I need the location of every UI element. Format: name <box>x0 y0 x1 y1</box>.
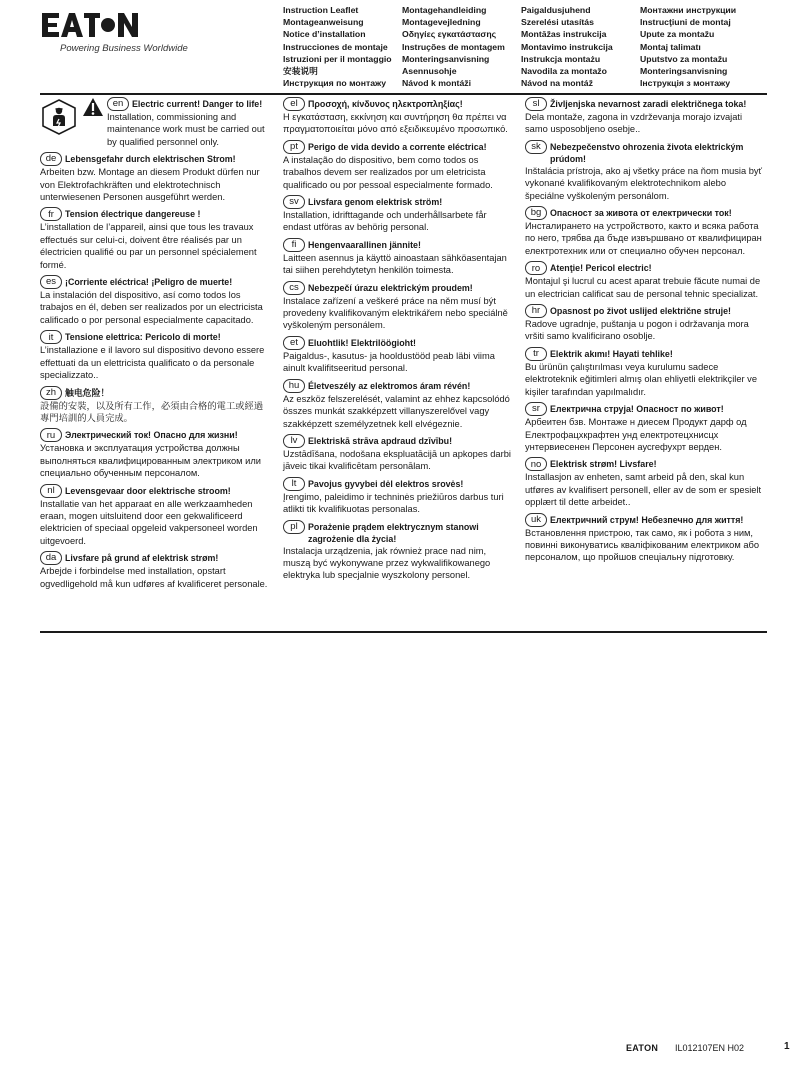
header-title-line: Notice d’installation <box>283 29 366 40</box>
page-number: 1 <box>784 1041 790 1052</box>
header-title-line: 安装说明 <box>283 66 318 77</box>
header-title-line: Istruzioni per il montaggio <box>283 53 392 64</box>
header-title-line: Navodila za montažo <box>521 66 607 77</box>
language-code-badge: pl <box>283 520 305 534</box>
language-code-badge: fi <box>283 238 305 252</box>
warning-section-es <box>40 274 272 326</box>
header-title-line: Монтажни инструкции <box>640 5 737 15</box>
section-header <box>40 329 272 344</box>
language-code-badge: ru <box>40 428 62 442</box>
qualified-electrician-icon <box>40 99 78 135</box>
warning-title: Livsfara genom elektrisk ström! <box>308 197 443 208</box>
section-header <box>283 378 516 393</box>
section-header <box>283 476 516 491</box>
header-title-line: Návod na montáž <box>521 78 593 89</box>
section-header <box>283 335 516 350</box>
section-header <box>40 274 272 289</box>
section-header <box>525 205 767 220</box>
language-code-badge: uk <box>525 513 547 527</box>
warning-title: ¡Corriente eléctrica! ¡Peligro de muerte! <box>65 277 233 288</box>
section-header <box>283 96 516 111</box>
warning-section-ru <box>40 427 272 479</box>
language-code-badge: tr <box>525 347 547 361</box>
language-code-badge: nl <box>40 484 62 498</box>
warning-text: Installasjon av enheten, samt arbeid på den, skal kun utføres av kvalifisert personell, eller av de som er spesielt opplært til dette arbeidet.. <box>525 472 762 508</box>
warning-title: Nebezpečí úrazu elektrickým proudem! <box>308 282 473 293</box>
header-column-3 <box>521 4 636 89</box>
warning-section-pt <box>283 139 516 191</box>
header-title-line: Instrukcja montażu <box>521 53 601 64</box>
warning-title: Elektrisk strøm! Livsfare! <box>550 459 657 470</box>
section-header <box>525 512 767 527</box>
warning-title: Hengenvaarallinen jännite! <box>308 239 421 250</box>
warning-title: Nebezpečenstvo ohrozenia života elektrickým prúdom! <box>550 141 744 164</box>
warning-text: Арбеитен бзв. Монтаже н диесем Продукт дарф од Електрофацхкрафтен унд електротецхнисцх унтервиесенен Персонен аусгефухрт верден. <box>525 417 747 452</box>
section-header <box>525 139 767 165</box>
warning-title: Tension électrique dangereuse ! <box>65 209 201 220</box>
language-code-badge: el <box>283 97 305 111</box>
language-code-badge: lt <box>283 477 305 491</box>
language-code-badge: no <box>525 457 547 471</box>
warning-text: 設備的安裝，以及所有工作，必須由合格的電工或經過專門培訓的人員完成。 <box>40 400 264 423</box>
section-header <box>283 280 516 295</box>
warning-text: Инсталирането на устройството, както и всяка работа по него, трябва да бъде извършвано от квалифициран електротехник или от специално обучен персонал. <box>525 221 762 256</box>
section-header <box>40 427 272 442</box>
language-code-badge: bg <box>525 206 547 220</box>
section-header <box>40 483 272 498</box>
warning-title: Életveszély az elektromos áram révén! <box>308 380 471 391</box>
eaton-logo <box>40 11 140 39</box>
warning-text: Installatie van het apparaat en alle werkzaamheden eraan, mogen uitsluitend door een gekwalificeerd elektricien of speciaal opgeleid vakpersoneel worden uitgevoerd. <box>40 498 258 546</box>
language-code-badge: de <box>40 152 62 166</box>
section-header <box>525 401 767 416</box>
warning-column-3 <box>525 96 767 567</box>
warning-column-2 <box>283 96 516 585</box>
header-title-line: Monteringsanvisning <box>402 53 490 64</box>
warning-title: Opasnost po život uslijed električne struje! <box>550 306 731 317</box>
warning-title: Опасност за живота от електрически ток! <box>550 208 732 219</box>
warning-title: Електрична струја! Опасност по живот! <box>550 404 724 415</box>
language-code-badge: es <box>40 275 62 289</box>
warning-text: L’installation de l’appareil, ainsi que tous les travaux effectués sur celui-ci, doivent être réalisés par un électricien qualifié ou par un personnel spécialement formé. <box>40 222 257 270</box>
bottom-rule <box>40 631 767 633</box>
section-header <box>40 385 272 400</box>
warning-section-hu <box>283 378 516 430</box>
warning-title: Електричний струм! Небезпечно для життя! <box>550 514 744 525</box>
warning-section-pl <box>283 519 516 582</box>
section-header <box>525 346 767 361</box>
header-title-line: Montageanweisung <box>283 17 364 28</box>
section-header <box>40 206 272 221</box>
warning-section-en <box>40 96 272 148</box>
warning-section-zh <box>40 385 272 425</box>
language-code-badge: et <box>283 336 305 350</box>
warning-text: Montajul şi lucrul cu acest aparat trebuie făcute numai de un electrician calificat sau de personal tehnic specializat. <box>525 276 761 299</box>
warning-section-it <box>40 329 272 381</box>
warning-section-lv <box>283 433 516 473</box>
warning-text: Instalace zařízení a veškeré práce na něm musí být provedeny kvalifikovaným elektrikářem nebo speciálně vyškoleným personálem. <box>283 295 508 331</box>
section-header <box>283 194 516 209</box>
language-code-badge: hr <box>525 304 547 318</box>
header-title-line: Uputstvo za montažu <box>640 53 728 64</box>
warning-section-uk <box>525 512 767 564</box>
language-code-badge: hu <box>283 379 305 393</box>
header-title-line: Montagevejledning <box>402 17 481 28</box>
warning-section-fr <box>40 206 272 271</box>
warning-text: Installation, idrifttagande och underhållsarbete får endast utföras av behörig personal. <box>283 210 487 233</box>
section-header <box>525 260 767 275</box>
warning-section-da <box>40 550 272 590</box>
header-column-2 <box>402 4 517 89</box>
warning-column-1 <box>40 96 272 593</box>
warning-text: Installation, commissioning and maintenance work must be carried out by qualified personnel only. <box>107 112 265 147</box>
language-code-badge: sk <box>525 140 547 154</box>
warning-triangle-icon <box>82 97 104 117</box>
warning-title: Elektrik akımı! Hayati tehlike! <box>550 348 673 359</box>
warning-section-cs <box>283 280 516 332</box>
section-header <box>525 96 767 111</box>
warning-text: Laitteen asennus ja käyttö ainoastaan sähköasentajan tai siihen perehdytetyn henkilön toimesta. <box>283 252 507 276</box>
language-code-badge: pt <box>283 140 305 154</box>
header-title-line: Monteringsanvisning <box>640 66 728 77</box>
section-header <box>283 433 516 448</box>
warning-section-no <box>525 456 767 508</box>
warning-title: Elektriskā strāva apdraud dzīvību! <box>308 435 453 446</box>
warning-text: L’installazione e il lavoro sul dispositivo devono essere effettuati da un elettricista qualificato o da personale specializzato.. <box>40 345 265 381</box>
footer-brand: EATON <box>626 1043 659 1053</box>
warning-title: Porażenie prądem elektrycznym stanowi zagrożenie dla życia! <box>308 521 479 544</box>
language-code-badge: zh <box>40 386 62 400</box>
warning-section-bg <box>525 205 767 257</box>
section-header <box>283 519 516 545</box>
language-code-badge: sr <box>525 402 547 416</box>
warning-section-lt <box>283 476 516 516</box>
warning-section-nl <box>40 483 272 548</box>
header-column-4 <box>640 4 767 89</box>
section-header <box>283 237 516 252</box>
warning-title: Eluohtlik! Elektrilöögioht! <box>308 337 416 348</box>
warning-text: Uzstādīšana, nodošana ekspluatācijā un apkopes darbi jāveic tikai kvalificētam personālam. <box>283 448 511 472</box>
language-code-badge: sl <box>525 97 547 111</box>
section-header <box>525 456 767 471</box>
header-title-line: Montaj talimatı <box>640 41 701 52</box>
warning-section-el <box>283 96 516 136</box>
warning-title: Электрический ток! Опасно для жизни! <box>65 430 238 441</box>
warning-text: Η εγκατάσταση, εκκίνηση και συντήρηση θα πρέπει να πραγματοποιείται μόνο από εξειδικευμένο προσωπικό. <box>283 112 508 135</box>
warning-section-sv <box>283 194 516 234</box>
section-header <box>40 151 272 166</box>
warning-title: Pavojus gyvybei dėl elektros srovės! <box>308 478 464 489</box>
warning-section-ro <box>525 260 767 300</box>
brand-tagline: Powering Business Worldwide <box>60 43 188 54</box>
header-title-line: Paigaldusjuhend <box>521 5 591 15</box>
header-title-line: Montagehandleiding <box>402 5 487 15</box>
warning-title: Livsfare på grund af elektrisk strøm! <box>65 553 219 564</box>
language-code-badge: en <box>107 97 129 111</box>
warning-text: Arbejde i forbindelse med installation, opstart ogvedligehold må kun udføres af kvalificeret personale. <box>40 566 268 589</box>
warning-section-et <box>283 335 516 375</box>
warning-text: Встановлення пристрою, так само, як і робота з ним, повинні виконуватись кваліфікованим електриком або персоналом, що пройшов спеціальну підготовку. <box>525 527 759 563</box>
warning-title: Življenjska nevarnost zaradi električnega toka! <box>550 99 747 109</box>
warning-title: Προσοχή, κίνδυνος ηλεκτροπληξίας! <box>308 99 463 109</box>
warning-text: Arbeiten bzw. Montage an diesem Produkt dürfen nur von Elektrofachkräften und elektrotechnisch unterwiesenen Personen ausgeführt werden. <box>40 167 260 203</box>
warning-text: Įrengimo, paleidimo ir techninės priežiūros darbus turi atlikti tik kvalifikuotas personalas. <box>283 491 504 515</box>
language-code-badge: sv <box>283 195 305 209</box>
warning-text: Paigaldus-, kasutus- ja hooldustööd peab läbi viima ainult kvalifitseeritud personal. <box>283 350 495 374</box>
warning-section-sk <box>525 139 767 202</box>
language-code-badge: fr <box>40 207 62 221</box>
warning-title: Atenţie! Pericol electric! <box>550 263 652 274</box>
warning-text: Inštalácia prístroja, ako aj všetky práce na ňom musia byť vykonané kvalifikovaným elektrotechnikom alebo špeciálne vyškoleným personálom. <box>525 165 763 201</box>
header-title-line: Montāžas instrukcija <box>521 29 607 40</box>
header-title-line: Instrucciones de montaje <box>283 41 388 52</box>
footer-doc-code: IL012107EN H02 <box>675 1043 745 1053</box>
warning-text: La instalación del dispositivo, así como todos los trabajos en él, deben ser realizados por un electricista calificado o por personal especialmente capacitado. <box>40 290 263 325</box>
section-header <box>107 96 272 111</box>
language-code-badge: da <box>40 551 62 565</box>
header-title-line: Návod k montáži <box>402 78 472 89</box>
warning-text: A instalação do dispositivo, bem como todos os trabalhos devem ser realizados por um eletricista qualificado ou por pessoal especialmente formado. <box>283 154 493 190</box>
header-title-line: Інструкція з монтажу <box>640 78 731 89</box>
header-title-line: Инструкция по монтажу <box>283 78 387 89</box>
section-header <box>283 139 516 154</box>
warning-section-fi <box>283 237 516 277</box>
warning-text: Az eszköz felszerelését, valamint az ehhez kapcsolódó összes munkát szakképzett villanyszerelővel vagy szakképzett személyzetnek kell elvégeznie. <box>283 393 510 429</box>
warning-title: Tensione elettrica: Pericolo di morte! <box>65 332 221 343</box>
warning-title: Lebensgefahr durch elektrischen Strom! <box>65 154 236 165</box>
language-code-badge: lv <box>283 434 305 448</box>
section-header <box>40 550 272 565</box>
header-title-line: Instruções de montagem <box>402 41 505 52</box>
header-title-line: Asennusohje <box>402 66 457 77</box>
header-title-line: Instrucţiuni de montaj <box>640 17 731 28</box>
warning-title: Electric current! Danger to life! <box>132 99 263 109</box>
warning-title: Perigo de vida devido a corrente eléctrica! <box>308 141 487 152</box>
warning-text: Instalacja urządzenia, jak również prace nad nim, muszą być wykonywane przez wykwalifikowanego elektryka lub specjalnie wyszkolony personel. <box>283 545 491 581</box>
section-header <box>525 303 767 318</box>
warning-title: 触电危险！ <box>65 387 110 398</box>
warning-title: Levensgevaar door elektrische stroom! <box>65 485 231 496</box>
language-code-badge: ro <box>525 261 547 275</box>
header-title-line: Upute za montažu <box>640 29 715 40</box>
language-code-badge: it <box>40 330 62 344</box>
header-column-1 <box>283 4 398 89</box>
header-title-line: Montavimo instrukcija <box>521 41 613 52</box>
warning-text: Radove ugradnje, puštanja u pogon i održavanja mora vršiti samo kvalificirano osoblje. <box>525 319 749 342</box>
warning-section-sr <box>525 401 767 453</box>
warning-section-tr <box>525 346 767 398</box>
header-title-line: Instruction Leaflet <box>283 5 359 15</box>
warning-text: Bu ürünün çalıştırılması veya kurulumu sadece elektroteknik eğitimleri almış olan ehliyetli elektrikçiler ve kişiler tarafından yapılmalıdır. <box>525 361 757 397</box>
warning-section-sl <box>525 96 767 136</box>
warning-section-de <box>40 151 272 203</box>
top-rule <box>40 93 767 95</box>
warning-section-hr <box>525 303 767 343</box>
header-title-line: Szerelési utasítás <box>521 17 594 28</box>
header-title-line: Οδηγίες εγκατάστασης <box>402 29 497 40</box>
language-code-badge: cs <box>283 281 305 295</box>
warning-text: Dela montaže, zagona in vzdrževanja morajo izvajati samo usposobljeno osebje.. <box>525 112 743 135</box>
warning-text: Установка и эксплуатация устройства должны выполняться квалифицированным электриком или специально обученным персоналом. <box>40 443 261 479</box>
